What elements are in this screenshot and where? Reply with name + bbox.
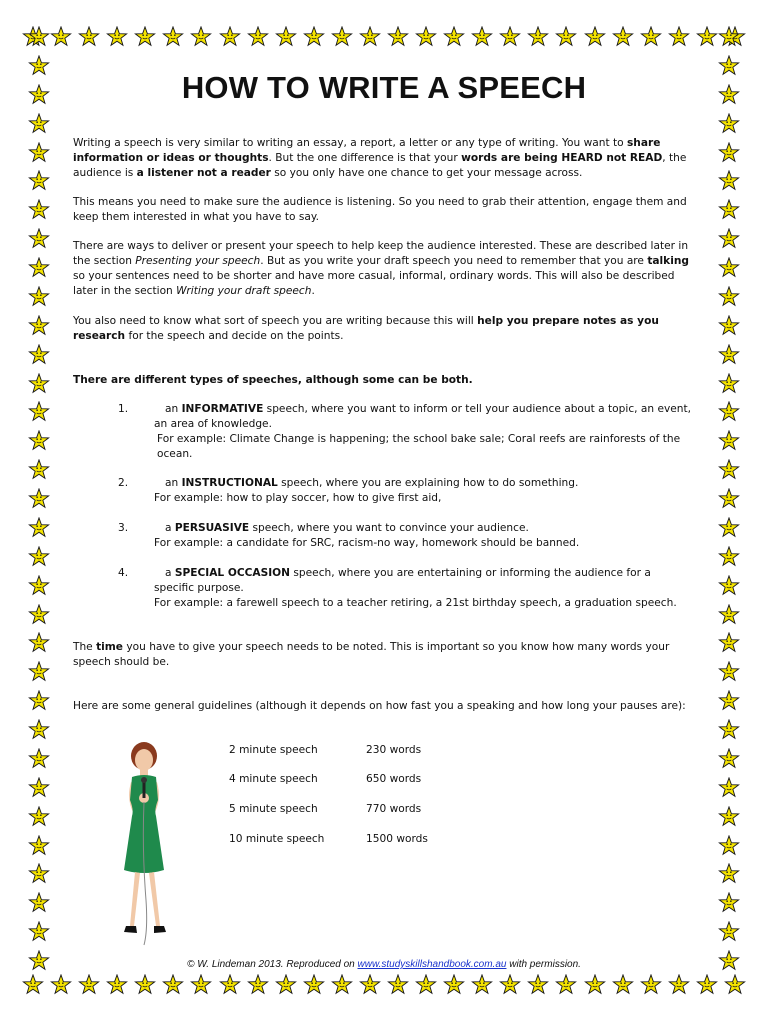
table-row bbox=[229, 803, 469, 818]
star-icon bbox=[331, 974, 353, 996]
star-icon bbox=[718, 806, 740, 828]
star-icon bbox=[28, 575, 50, 597]
star-icon bbox=[247, 26, 269, 48]
list-number: 2. bbox=[118, 477, 129, 489]
star-icon bbox=[28, 748, 50, 770]
star-icon bbox=[387, 26, 409, 48]
star-icon bbox=[584, 26, 606, 48]
star-icon bbox=[303, 26, 325, 48]
star-icon bbox=[718, 142, 740, 164]
star-icon bbox=[28, 228, 50, 250]
star-icon bbox=[612, 26, 634, 48]
star-icon bbox=[28, 546, 50, 568]
time-paragraph: The time you have to give your speech needs to be noted. This is important so you know how many words your speech should be. bbox=[73, 641, 670, 668]
star-icon bbox=[28, 199, 50, 221]
table-row bbox=[229, 744, 469, 759]
star-icon bbox=[718, 748, 740, 770]
star-icon bbox=[28, 344, 50, 366]
star-icon bbox=[78, 26, 100, 48]
words-cell: 230 words bbox=[366, 744, 422, 756]
list-item-example: For example: a candidate for SRC, racism-no way, homework should be banned. bbox=[154, 537, 580, 549]
star-icon bbox=[106, 26, 128, 48]
star-icon bbox=[134, 26, 156, 48]
star-icon bbox=[106, 974, 128, 996]
star-icon bbox=[28, 257, 50, 279]
page-title: HOW TO WRITE A SPEECH bbox=[181, 70, 587, 105]
star-icon bbox=[190, 26, 212, 48]
duration-cell: 4 minute speech bbox=[229, 773, 318, 785]
intro-paragraph-3: There are ways to deliver or present your speech to help keep the audience interested. These are described later in the section Presenting your speech. But as you write your draft speech you need to remember that you are talking so your sentences need to be shorter and have more casual, informal, ordinary words. This will also be described later in the section Writing your draft speech. bbox=[73, 240, 689, 297]
list-number: 3. bbox=[118, 522, 129, 534]
list-item-body: a SPECIAL OCCASION speech, where you are entertaining or informing the audience for a specific purpose. bbox=[154, 567, 651, 594]
star-icon bbox=[718, 113, 740, 135]
star-icon bbox=[718, 170, 740, 192]
star-icon bbox=[275, 974, 297, 996]
star-icon bbox=[718, 228, 740, 250]
star-icon bbox=[718, 344, 740, 366]
intro-paragraph-1: Writing a speech is very similar to writing an essay, a report, a letter or any type of writing. You want to share information or ideas or thoughts. But the one difference is that your words are being HEARD not READ, the audience is a listener not a reader so you only have one chance to get your message across. bbox=[73, 137, 687, 179]
star-icon bbox=[527, 26, 549, 48]
star-icon bbox=[640, 974, 662, 996]
star-icon bbox=[28, 286, 50, 308]
footer-prefix: © W. Lindeman 2013. Reproduced on bbox=[187, 959, 358, 970]
star-icon bbox=[28, 401, 50, 423]
star-icon bbox=[247, 974, 269, 996]
star-icon bbox=[28, 517, 50, 539]
star-icon bbox=[28, 459, 50, 481]
star-icon bbox=[718, 286, 740, 308]
star-icon bbox=[555, 974, 577, 996]
star-icon bbox=[724, 974, 746, 996]
star-icon bbox=[415, 974, 437, 996]
star-icon bbox=[499, 974, 521, 996]
list-item-example: For example: Climate Change is happening; the school bake sale; Coral reefs are rainforests of the ocean. bbox=[157, 433, 681, 460]
words-cell: 770 words bbox=[366, 803, 422, 815]
star-icon bbox=[696, 26, 718, 48]
border-right bbox=[716, 26, 742, 972]
footer-credit bbox=[0, 959, 768, 970]
list-item-body: an INFORMATIVE speech, where you want to inform or tell your audience about a topic, an event, an area of knowledge. bbox=[154, 403, 691, 430]
footer-link[interactable]: www.studyskillshandbook.com.au bbox=[357, 959, 507, 970]
star-icon bbox=[28, 863, 50, 885]
star-icon bbox=[718, 488, 740, 510]
intro-paragraph-2: This means you need to make sure the audience is listening. So you need to grab their attention, engage them and keep them interested in what you have to say. bbox=[73, 196, 687, 223]
duration-cell: 2 minute speech bbox=[229, 744, 318, 756]
list-item-example: For example: a farewell speech to a teacher retiring, a 21st birthday speech, a graduation speech. bbox=[154, 597, 677, 609]
star-icon bbox=[162, 26, 184, 48]
star-icon bbox=[718, 315, 740, 337]
table-row bbox=[229, 773, 469, 788]
star-icon bbox=[28, 892, 50, 914]
words-cell: 650 words bbox=[366, 773, 422, 785]
star-icon bbox=[718, 430, 740, 452]
star-icon bbox=[415, 26, 437, 48]
star-icon bbox=[718, 401, 740, 423]
duration-cell: 10 minute speech bbox=[229, 833, 325, 845]
star-icon bbox=[387, 974, 409, 996]
words-cell: 1500 words bbox=[366, 833, 428, 845]
guidelines-intro: Here are some general guidelines (although it depends on how fast you a speaking and how long your pauses are): bbox=[73, 700, 686, 712]
star-icon bbox=[275, 26, 297, 48]
star-icon bbox=[527, 974, 549, 996]
star-icon bbox=[499, 26, 521, 48]
list-number: 4. bbox=[118, 567, 129, 579]
star-icon bbox=[303, 974, 325, 996]
star-icon bbox=[718, 777, 740, 799]
types-heading-text: There are different types of speeches, although some can be both. bbox=[73, 374, 473, 386]
star-icon bbox=[28, 806, 50, 828]
star-icon bbox=[718, 604, 740, 626]
star-icon bbox=[718, 661, 740, 683]
star-icon bbox=[696, 974, 718, 996]
star-icon bbox=[28, 835, 50, 857]
footer-suffix: with permission. bbox=[506, 959, 581, 970]
star-icon bbox=[555, 26, 577, 48]
star-icon bbox=[718, 892, 740, 914]
star-icon bbox=[190, 974, 212, 996]
star-icon bbox=[443, 26, 465, 48]
star-icon bbox=[28, 142, 50, 164]
star-icon bbox=[668, 26, 690, 48]
star-icon bbox=[331, 26, 353, 48]
intro-paragraph-4: You also need to know what sort of speech you are writing because this will help you prepare notes as you research for the speech and decide on the points. bbox=[73, 315, 659, 342]
star-icon bbox=[668, 974, 690, 996]
star-icon bbox=[219, 974, 241, 996]
star-icon bbox=[28, 690, 50, 712]
star-icon bbox=[359, 26, 381, 48]
speaker-woman-illustration bbox=[104, 740, 184, 950]
star-icon bbox=[718, 690, 740, 712]
star-icon bbox=[28, 921, 50, 943]
star-icon bbox=[718, 546, 740, 568]
duration-cell: 5 minute speech bbox=[229, 803, 318, 815]
star-icon bbox=[28, 315, 50, 337]
star-icon bbox=[718, 863, 740, 885]
star-icon bbox=[718, 26, 740, 48]
star-icon bbox=[219, 26, 241, 48]
star-icon bbox=[28, 604, 50, 626]
star-icon bbox=[612, 974, 634, 996]
border-bottom bbox=[22, 974, 746, 1000]
list-number: 1. bbox=[118, 403, 129, 415]
star-icon bbox=[718, 257, 740, 279]
list-item-example: For example: how to play soccer, how to give first aid, bbox=[154, 492, 442, 504]
star-icon bbox=[50, 26, 72, 48]
star-icon bbox=[640, 26, 662, 48]
list-item bbox=[154, 521, 694, 551]
star-icon bbox=[28, 632, 50, 654]
star-icon bbox=[718, 373, 740, 395]
list-item bbox=[154, 402, 694, 462]
star-icon bbox=[28, 777, 50, 799]
star-icon bbox=[134, 974, 156, 996]
star-icon bbox=[718, 575, 740, 597]
star-icon bbox=[28, 113, 50, 135]
star-icon bbox=[718, 199, 740, 221]
table-row bbox=[229, 833, 469, 848]
list-item-body: a PERSUASIVE speech, where you want to convince your audience. bbox=[165, 522, 529, 534]
list-item-body: an INSTRUCTIONAL speech, where you are explaining how to do something. bbox=[165, 477, 579, 489]
star-icon bbox=[28, 373, 50, 395]
star-icon bbox=[471, 26, 493, 48]
star-icon bbox=[471, 974, 493, 996]
star-icon bbox=[50, 974, 72, 996]
star-icon bbox=[718, 719, 740, 741]
star-icon bbox=[162, 974, 184, 996]
star-icon bbox=[443, 974, 465, 996]
border-left bbox=[26, 26, 52, 972]
types-heading bbox=[73, 373, 696, 388]
star-icon bbox=[22, 974, 44, 996]
star-icon bbox=[28, 430, 50, 452]
star-icon bbox=[718, 459, 740, 481]
list-item bbox=[154, 566, 694, 611]
star-icon bbox=[78, 974, 100, 996]
star-icon bbox=[28, 661, 50, 683]
star-icon bbox=[28, 26, 50, 48]
star-icon bbox=[359, 974, 381, 996]
star-icon bbox=[584, 974, 606, 996]
star-icon bbox=[718, 835, 740, 857]
star-icon bbox=[28, 170, 50, 192]
star-icon bbox=[718, 517, 740, 539]
border-top bbox=[22, 26, 746, 52]
list-item bbox=[154, 476, 694, 506]
star-icon bbox=[718, 632, 740, 654]
star-icon bbox=[28, 719, 50, 741]
star-icon bbox=[28, 488, 50, 510]
star-icon bbox=[718, 921, 740, 943]
